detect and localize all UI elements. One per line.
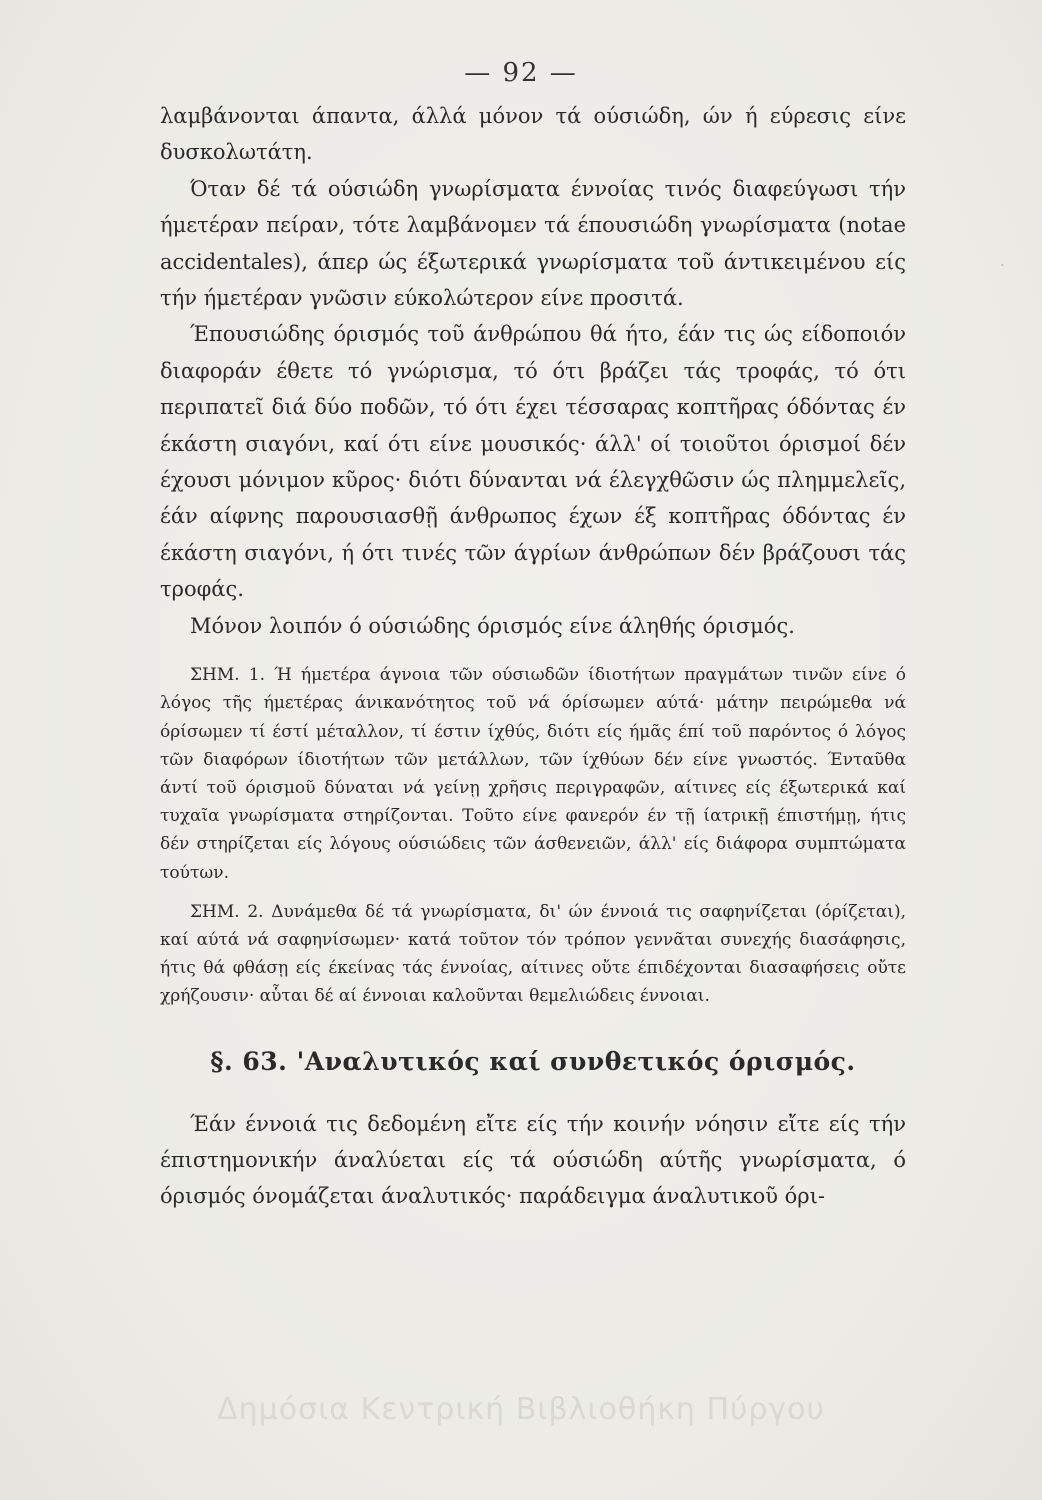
scan-edge-mark: · bbox=[1000, 258, 1005, 274]
body-text bbox=[160, 98, 906, 1215]
paragraph-accidental-definition: Έπουσιώδης όρισμός τοῦ άνθρώπου θά ήτο, έάν τις ώς είδοποιόν διαφοράν έθετε τό γνώρισμα, τό ότι βράζει τάς τροφάς, τό ότι περιπατεῖ διά δύο ποδῶν, τό ότι έχει τέσσαρας κοπτῆρας όδόντας έν έκάστη σιαγόνι, καί ότι είνε μουσικός· άλλ' οί τοιοῦτοι όρισμοί δέν έχουσι μόνιμον κῦρος· διότι δύνανται νά έλεγχθῶσιν ώς πλημμελεῖς, έάν αίφνης παρουσιασθῇ άνθρωπος έχων έξ κοπτῆρας όδόντας έν έκάστη σιαγόνι, ή ότι τινές τῶν άγρίων άνθρώπων δέν βράζουσι τάς τροφάς. bbox=[160, 322, 906, 602]
note-2: ΣΗΜ. 2. Δυνάμεθα δέ τά γνωρίσματα, δι' ών έννοιά τις σαφηνίζεται (όρίζεται), καί αύτά νά σαφηνίσωμεν· κατά τοῦτον τόν τρόπον γεννᾶται συνεχής διασάφησις, ήτις θά φθάσῃ είς έκείνας τάς έννοίας, αίτινες οὔτε έπιδέχονται διασαφήσεις οὔτε χρήζουσιν· αὗται δέ αί έννοιαι καλοῦνται θεμελιώδεις έννοιαι. bbox=[160, 901, 906, 1007]
page-number: — 92 — bbox=[464, 58, 578, 88]
section-paragraph: Έάν έννοιά τις δεδομένη εἴτε είς τήν κοινήν νόησιν εἴτε είς τήν έπιστημονικήν άναλύεται είς τά ούσιώδη αύτῆς γνωρίσματα, ό όρισμός όνομάζεται άναλυτικός· παράδειγμα άναλυτικοῦ όρι- bbox=[160, 1111, 906, 1209]
paragraph-essential-definition: Μόνον λοιπόν ό ούσιώδης όρισμός είνε άληθής όρισμός. bbox=[190, 613, 795, 638]
note-1: ΣΗΜ. 1. Ή ήμετέρα άγνοια τῶν ούσιωδῶν ίδιοτήτων πραγμάτων τινῶν είνε ό λόγος τῆς ήμετέρας άνικανότητος τοῦ νά όρίσωμεν αύτά· μάτην πειρώμεθα νά όρίσωμεν τί έστί μέταλλον, τί έστιν ίχθύς, διότι είς ήμᾶς έπί τοῦ παρόντος ό λόγος τῶν διαφόρων ίδιοτήτων τῶν μετάλλων, τῶν ίχθύων δέν είνε γνωστός. Ένταῦθα άντί τοῦ όρισμοῦ δύναται νά γείνῃ χρῆσις περιγραφῶν, αίτινες είς έξωτερικά καί τυχαῖα γνωρίσματα στηρίζονται. Τοῦτο είνε φανερόν έν τῇ ίατρικῇ έπιστήμῃ, ήτις δέν στηρίζεται είς λόγους ούσιώδεις τῶν άσθενειῶν, άλλ' είς διάφορα συμπτώματα τούτων. bbox=[160, 665, 906, 883]
paragraph-accidental-notes: Όταν δέ τά ούσιώδη γνωρίσματα έννοίας τινός διαφεύγωσι τήν ήμετέραν πείραν, τότε λαμβάνομεν τά έπουσιώδη γνωρίσματα (notae accidentales), άπερ ώς έξωτερικά γνωρίσματα τοῦ άντικειμένου είς τήν ήμετέραν γνῶσιν εύκολώτερον είνε προσιτά. bbox=[160, 176, 906, 311]
paragraph-continuation: λαμβάνονται άπαντα, άλλά μόνον τά ούσιώδη, ών ή εύρεσις είνε δυσκολωτάτη. bbox=[160, 104, 906, 165]
section-heading: §. 63. 'Αναλυτικός καί συνθετικός όρισμός. bbox=[210, 1046, 856, 1076]
library-watermark: Δημόσια Κεντρική Βιβλιοθήκη Πύργου bbox=[217, 1392, 825, 1427]
